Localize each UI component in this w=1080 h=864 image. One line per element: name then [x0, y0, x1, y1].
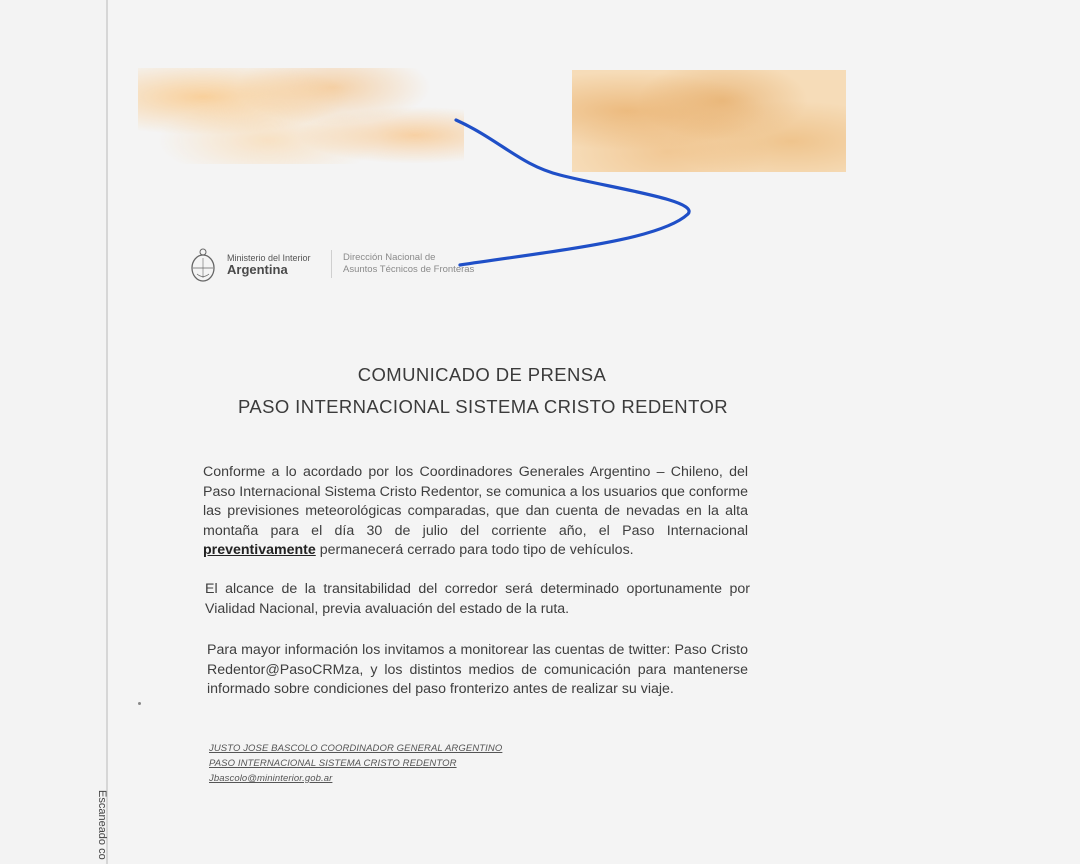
direccion-name [343, 252, 474, 276]
scan-left-margin [0, 0, 108, 864]
paragraph1-emphasis: preventivamente [203, 542, 316, 558]
document-subtitle: PASO INTERNACIONAL SISTEMA CRISTO REDENTOR [237, 396, 728, 417]
paragraph1-text-after: permanecerá cerrado para todo tipo de vehículos. [315, 542, 634, 558]
ministry-country: Argentina [227, 262, 288, 277]
scanner-watermark: Escaneado co [96, 790, 108, 860]
ministry-name [227, 252, 311, 276]
redacted-area-left [138, 68, 464, 164]
direccion-line1: Dirección Nacional de [343, 252, 436, 263]
redacted-area-right [572, 70, 846, 172]
paragraph-more-info: Para mayor información los invitamos a monitorear las cuentas de twitter: Paso Cristo Redentor@PasoCRMza, y los distintos medios de comunicación para mantenerse informado sobre condiciones del paso fronterizo antes de realizar su viaje. [207, 642, 748, 697]
direccion-line2: Asuntos Técnicos de Fronteras [343, 264, 475, 275]
signature-organization: PASO INTERNACIONAL SISTEMA CRISTO REDENTOR [209, 758, 457, 769]
document-title: COMUNICADO DE PRENSA [357, 364, 607, 385]
scan-speck [138, 702, 141, 705]
signature-email: Jbascolo@mininterior.gob.ar [209, 773, 333, 784]
paragraph-transitability: El alcance de la transitabilidad del corredor será determinado oportunamente por Vialidad Nacional, previa avaluación del estado de la ruta. [205, 581, 750, 617]
argentina-coat-of-arms-icon [189, 246, 217, 284]
paragraph-closure-notice [203, 463, 748, 561]
ministry-line: Ministerio del Interior [227, 253, 311, 263]
signature-name: JUSTO JOSE BASCOLO COORDINADOR GENERAL ARGENTINO [209, 743, 503, 754]
paragraph1-text-before: Conforme a lo acordado por los Coordinadores Generales Argentino – Chileno, del Paso Internacional Sistema Cristo Redentor, se comunica a los usuarios que conforme las previsiones meteorológicas comparadas, que dan cuenta de nevadas en la alta montaña para el día 30 de julio del corriente año, el Paso Internacional [203, 464, 748, 539]
header-divider [331, 250, 332, 278]
